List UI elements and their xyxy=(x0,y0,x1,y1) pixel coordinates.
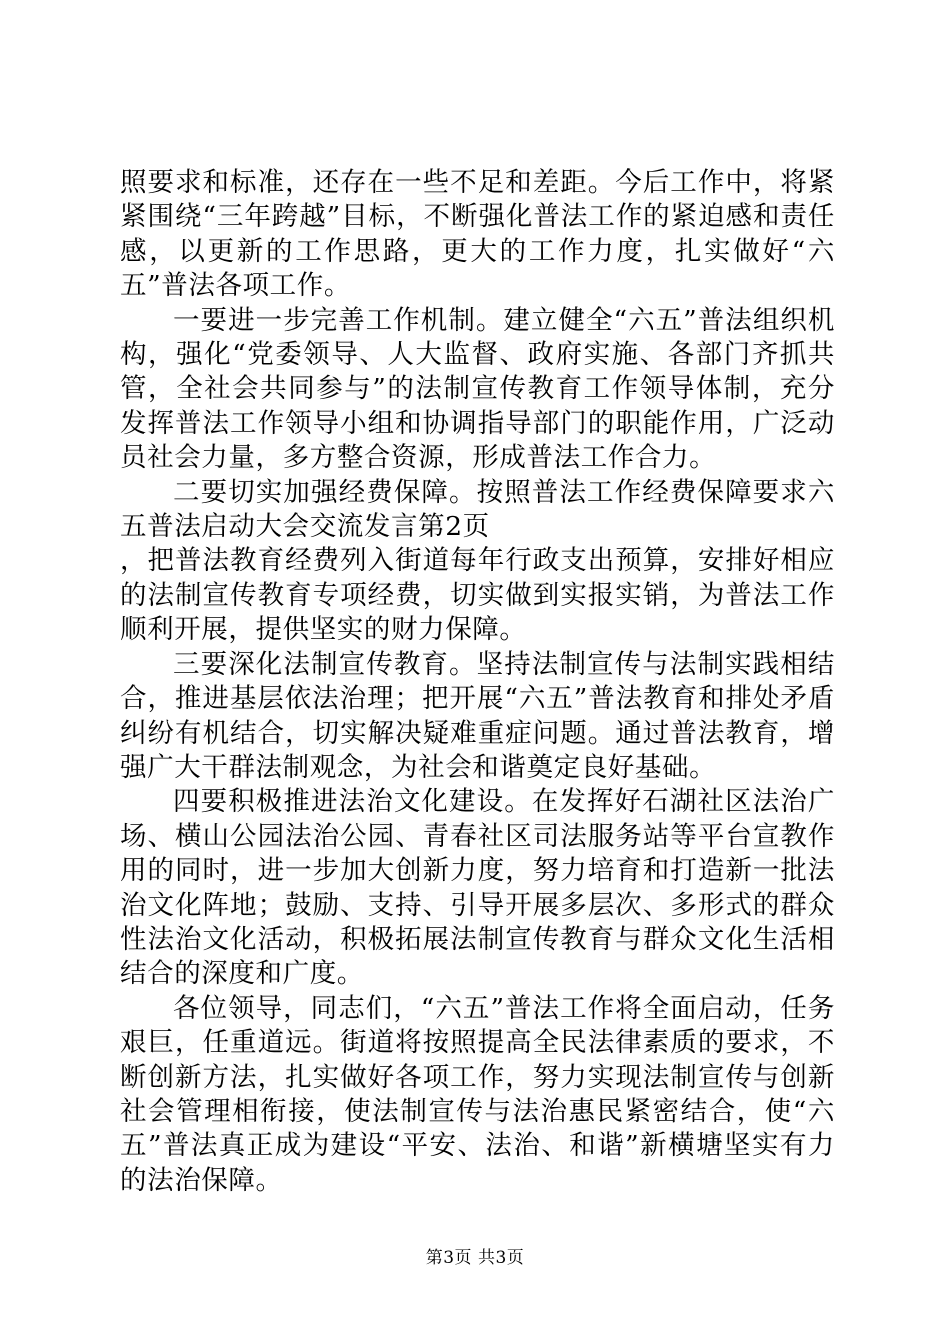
paragraph-funding-continued: ，把普法教育经费列入街道每年行政支出预算，安排好相应的法制宣传教育专项经费，切实做到实报实销，为普法工作顺利开展，提供坚实的财力保障。 xyxy=(120,545,835,646)
paragraph-continuation: 照要求和标准，还存在一些不足和差距。今后工作中，将紧紧围绕“三年跨越”目标，不断强化普法工作的紧迫感和责任感，以更新的工作思路，更大的工作力度，扎实做好“六五”普法各项工作。 xyxy=(120,167,835,302)
paragraph-legal-culture: 四要积极推进法治文化建设。在发挥好石湖社区法治广场、横山公园法治公园、青春社区司法服务站等平台宣教作用的同时，进一步加大创新力度，努力培育和打造新一批法治文化阵地；鼓励、支持、引导开展多层次、多形式的群众性法治文化活动，积极拓展法制宣传教育与群众文化生活相结合的深度和广度。 xyxy=(120,786,835,990)
paragraph-funding: 二要切实加强经费保障。按照普法工作经费保障要求六五普法启动大会交流发言第2页 xyxy=(120,476,835,543)
paragraph-work-mechanism: 一要进一步完善工作机制。建立健全“六五”普法组织机构，强化“党委领导、人大监督、政府实施、各部门齐抓共管，全社会共同参与”的法制宣传教育工作领导体制，充分发挥普法工作领导小组和协调指导部门的职能作用，广泛动员社会力量，多方整合资源，形成普法工作合力。 xyxy=(120,304,835,474)
paragraph-closing: 各位领导，同志们，“六五”普法工作将全面启动，任务艰巨，任重道远。街道将按照提高全民法律素质的要求，不断创新方法，扎实做好各项工作，努力实现法制宣传与创新社会管理相衔接，使法制宣传与法治惠民紧密结合，使“六五”普法真正成为建设“平安、法治、和谐”新横塘坚实有力的法治保障。 xyxy=(120,992,835,1196)
document-body xyxy=(120,166,835,1198)
page-footer: 第3页 共3页 xyxy=(425,1248,525,1268)
paragraph-legal-education: 三要深化法制宣传教育。坚持法制宣传与法制实践相结合，推进基层依法治理；把开展“六五”普法教育和排处矛盾纠纷有机结合，切实解决疑难重症问题。通过普法教育，增强广大干群法制观念，为社会和谐奠定良好基础。 xyxy=(120,648,835,783)
